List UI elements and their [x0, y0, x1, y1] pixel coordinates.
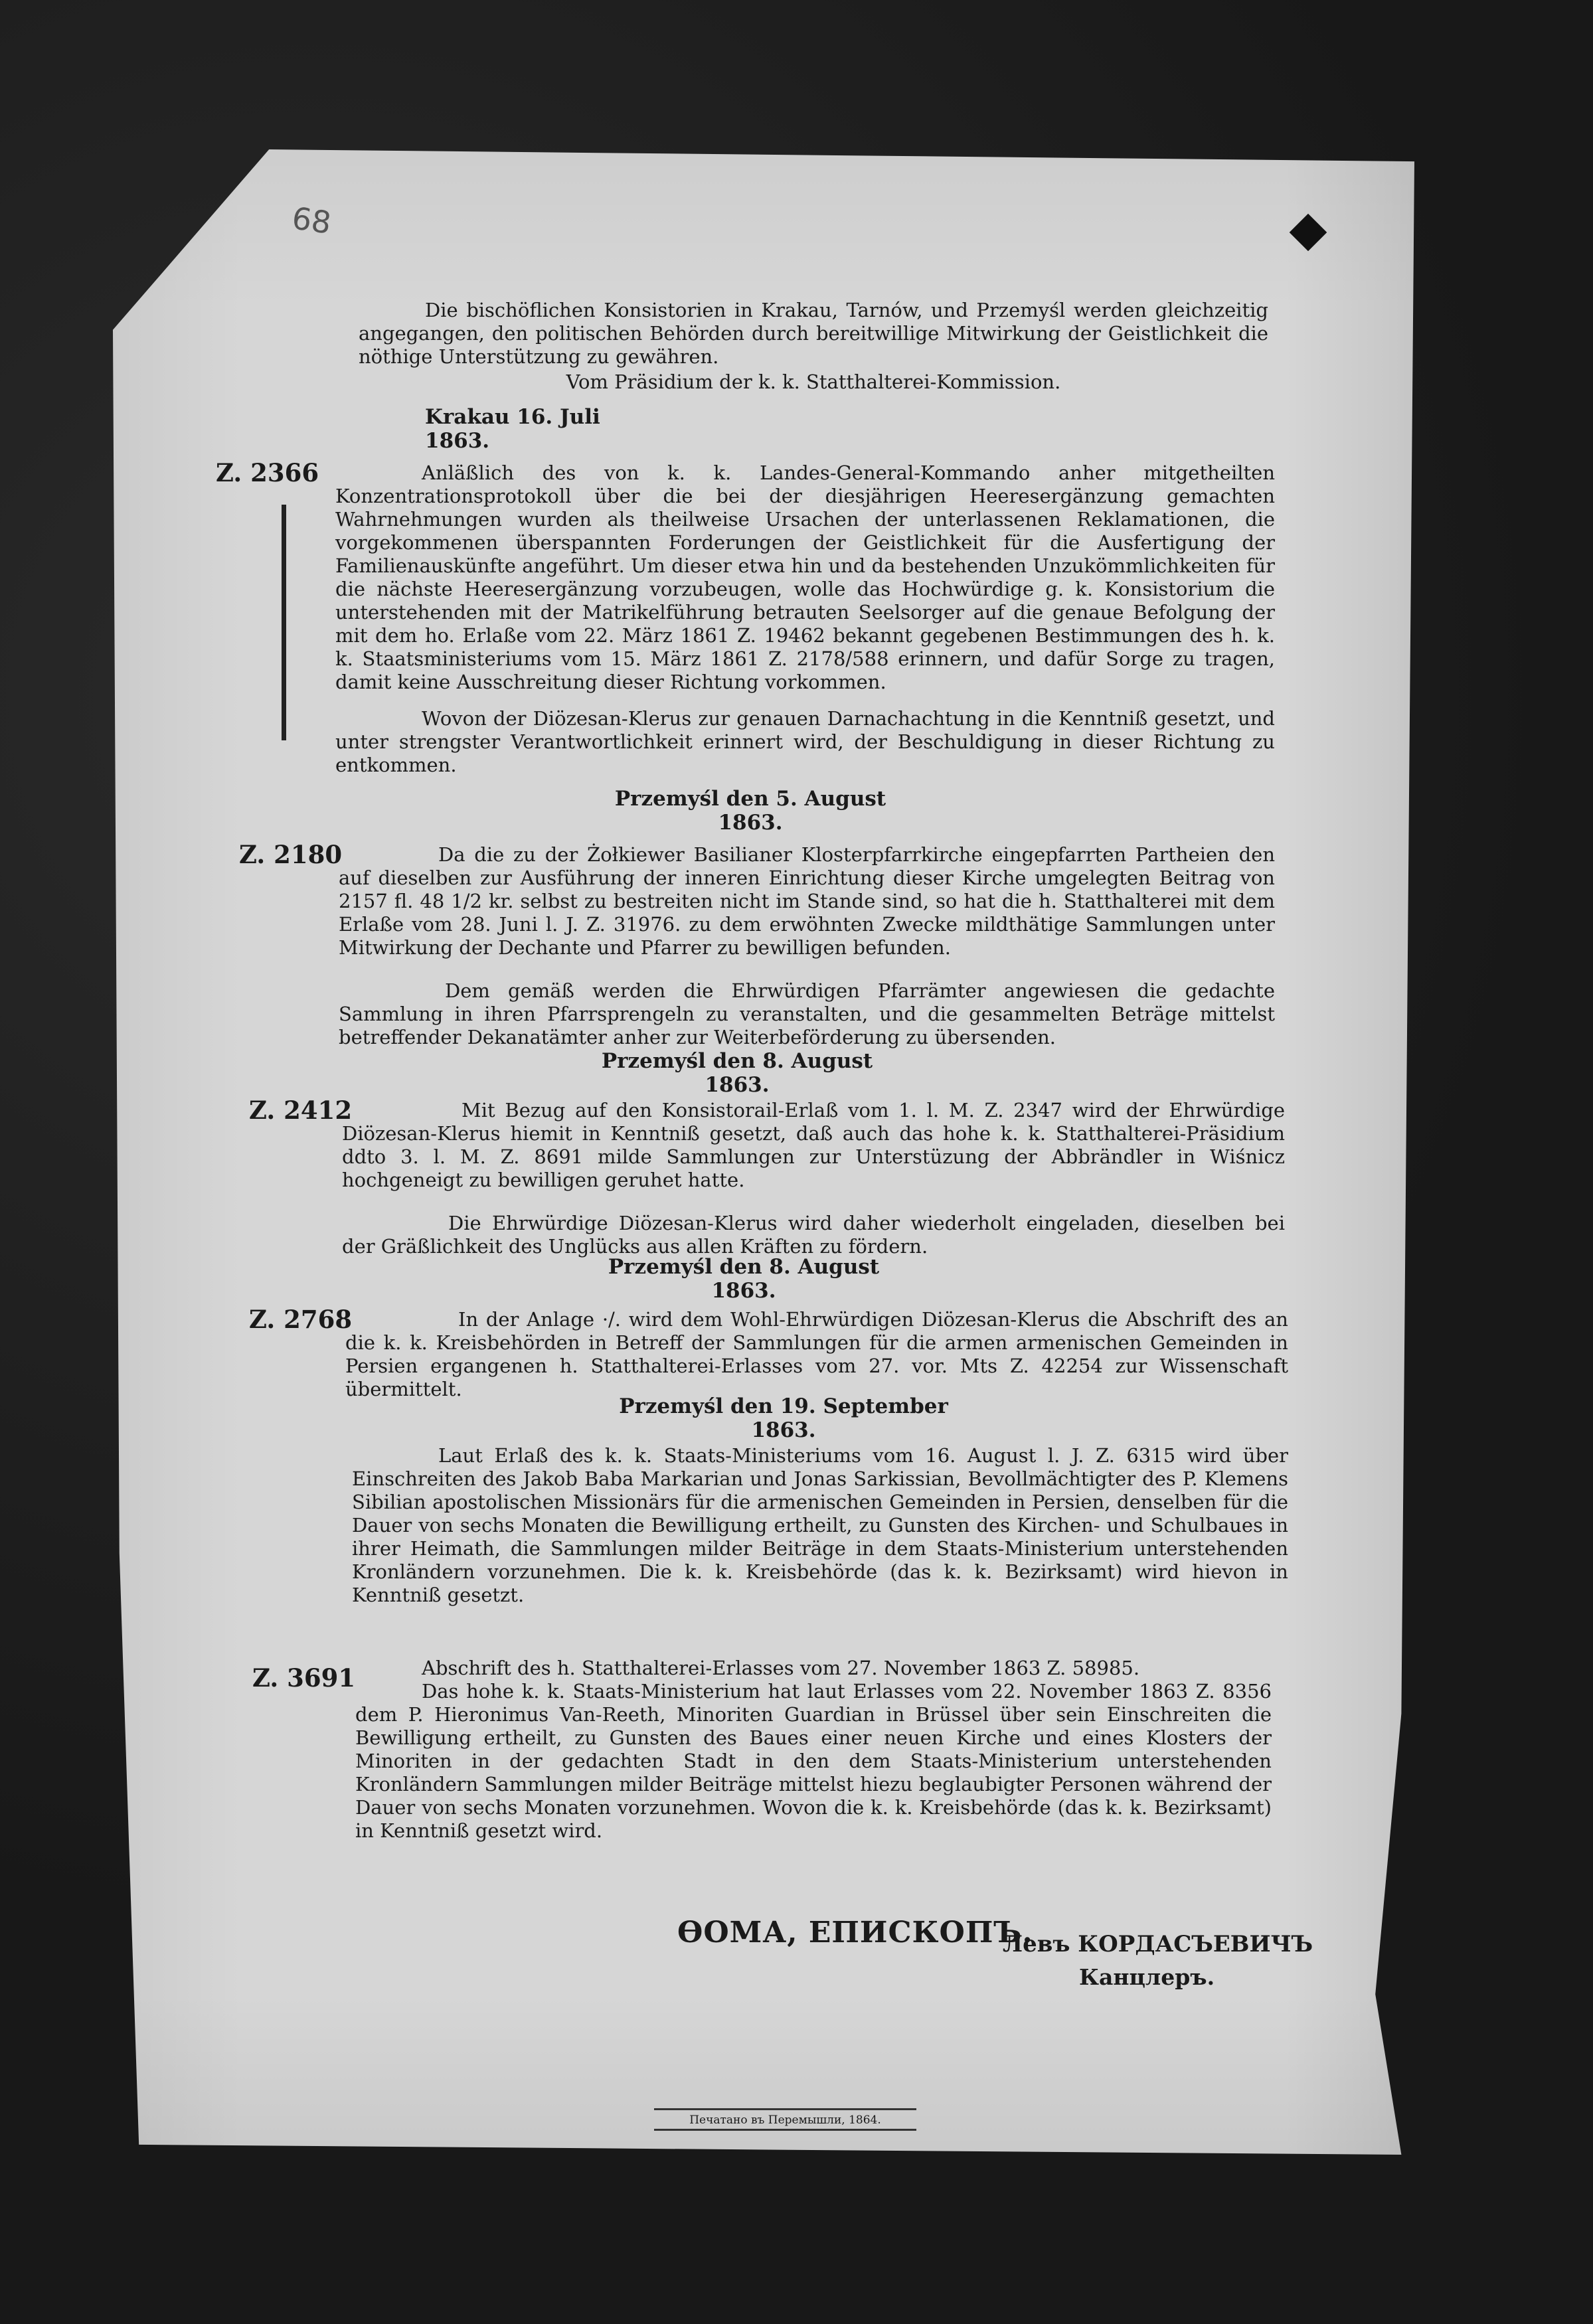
section-number: Z. 2412 [249, 1096, 353, 1125]
section-date: Przemyśl den 5. August 1863. [614, 787, 886, 835]
section-text-continued: Die Ehrwürdige Diözesan-Klerus wird daher wiederholt eingeladen, dieselben bei der Gräßlichkeit des Unglücks aus allen Kräften zu fördern. [342, 1212, 1285, 1258]
section-text-continued: Wovon der Diözesan-Klerus zur genauen Darnachachtung in die Kenntniß gesetzt, und unter strengster Verantwortlichkeit erinnert wird, der Beschuldigung in dieser Richtung zu entkommen. [335, 707, 1275, 776]
section-text-continued: Dem gemäß werden die Ehrwürdigen Pfarrämter angewiesen die gedachte Sammlung in ihren Pfarrsprengeln zu veranstalten, und die gesammelten Beträge mittelst betreffender Dekanatämter anher zur Weiterbeförderung zu übersenden. [339, 979, 1275, 1048]
intro-date: Krakau 16. Juli 1863. [425, 405, 600, 453]
margin-note: 68 [290, 200, 334, 241]
margin-bar [282, 505, 286, 740]
footer-rule-bottom [654, 2129, 916, 2131]
section-text: Da die zu der Żołkiewer Basilianer Klosterpfarrkirche eingepfarrten Partheien den auf dieselben zur Ausführung der inneren Einrichtung dieser Kirche umgelegten Beitrag von 2157 fl. 48 1/2 kr. selbst zu bestreiten nicht im Stande sind, so hat die h. Statthalterei mit dem Erlaße vom 28. Juni l. J. Z. 31976. zu dem erwöhnten Zwecke mildthätige Sammlungen unter Mitwirkung der Dechante und Pfarrer zu bewilligen befunden. [339, 843, 1275, 959]
section-date: Przemyśl den 8. August 1863. [601, 1049, 873, 1097]
section-number: Z. 2768 [249, 1305, 353, 1334]
section-text: Abschrift des h. Statthalterei-Erlasses vom 27. November 1863 Z. 58985. [422, 1657, 1140, 1679]
chancellor-title: Канцлеръ. [1079, 1964, 1215, 1990]
section-date: Przemyśl den 8. August 1863. [608, 1255, 880, 1303]
section-date: Przemyśl den 19. September 1863. [619, 1394, 948, 1442]
chancellor-name: Левъ КОРДАСЪЕВИЧЪ [1003, 1931, 1313, 1957]
intro-authority: Vom Präsidium der k. k. Statthalterei-Kommission. [566, 371, 1061, 393]
section-text: In der Anlage ·/. wird dem Wohl-Ehrwürdigen Diözesan-Klerus die Abschrift des an die k. k. Kreisbehörden in Betreff der Sammlungen für die armen armenischen Gemeinden in Persien ergangenen h. Statthalterei-Erlasses vom 27. vor. Mts Z. 42254 zur Wissenschaft übermittelt. [345, 1308, 1288, 1400]
bishop-signature: ѲОМА, ЕПИСКОПЪ. [677, 1916, 1033, 1950]
intro-text: Die bischöflichen Konsistorien in Krakau, Tarnów, und Przemyśl werden gleichzeitig angegangen, den politischen Behörden durch bereitwillige Mitwirkung der Geistlichkeit die nöthige Unterstützung zu gewähren. [359, 299, 1268, 368]
section-number: Z. 2180 [239, 840, 343, 869]
section-text-continued: Das hohe k. k. Staats-Ministerium hat laut Erlasses vom 22. November 1863 Z. 8356 dem P. Hieronimus Van-Reeth, Minoriten Guardian in Brüssel über sein Einschreiten die Bewilligung ertheilt, zu Gunsten des Baues einer neuen Kirche und eines Klosters der Minoriten in der gedachten Stadt in den dem Staats-Ministerium unterstehenden Kronländern Sammlungen milder Beiträge mittelst hiezu beglaubigter Personen während der Dauer von sechs Monaten vorzunehmen. Wovon die k. k. Kreisbehörde (das k. k. Bezirksamt) in Kenntniß gesetzt wird. [355, 1680, 1272, 1842]
section-text: Mit Bezug auf den Konsistorail-Erlaß vom 1. l. M. Z. 2347 wird der Ehrwürdige Diözesan-Klerus hiemit in Kenntniß gesetzt, daß auch das hohe k. k. Statthalterei-Präsidium ddto 3. l. M. Z. 8691 milde Sammlungen zur Unterstüzung der Abbrändler in Wiśnicz hochgeneigt zu bewilligen geruhet hatte. [342, 1099, 1285, 1191]
section-number: Z. 2366 [216, 458, 319, 487]
footer-rule-top [654, 2108, 916, 2110]
section-number: Z. 3691 [252, 1663, 356, 1693]
printer-imprint: Печатано въ Перемышли, 1864. [689, 2114, 881, 2127]
section-text-continued: Laut Erlaß des k. k. Staats-Ministeriums vom 16. August l. J. Z. 6315 wird über Einschreiten des Jakob Baba Markarian und Jonas Sarkissian, Bevollmächtigter des P. Klemens Sibilian apostolischen Missionärs für die armenischen Gemeinden in Persien, denselben für die Dauer von sechs Monaten die Bewilligung ertheilt, zu Gunsten des Kirchen- und Schulbaues in ihrer Heimath, die Sammlungen milder Beiträge in dem Staats-Ministerium unterstehenden Kronländern vorzunehmen. Die k. k. Kreisbehörde (das k. k. Bezirksamt) wird hievon in Kenntniß gesetzt. [352, 1444, 1288, 1606]
section-text: Anläßlich des von k. k. Landes-General-Kommando anher mitgetheilten Konzentrationsprotokoll über die bei der diesjährigen Heeresergänzung gemachten Wahrnehmungen wurden als theilweise Ursachen der unterlassenen Reklamationen, die vorgekommenen überspannten Forderungen der Geistlichkeit für die Ausfertigung der Familienauskünfte angeführt. Um dieser etwa hin und da bestehenden Unzukömmlichkeiten für die nächste Heeresergänzung vorzubeugen, wolle das Hochwürdige g. k. Konsistorium die unterstehenden mit der Matrikelführung betrauten Seelsorger auf die genaue Befolgung der mit dem ho. Erlaße vom 22. März 1861 Z. 19462 bekannt gegebenen Bestimmungen des h. k. k. Staatsministeriums vom 15. März 1861 Z. 2178/588 erinnern, und dafür Sorge zu tragen, damit keine Ausschreitung dieser Richtung vorkommen. [335, 461, 1275, 693]
